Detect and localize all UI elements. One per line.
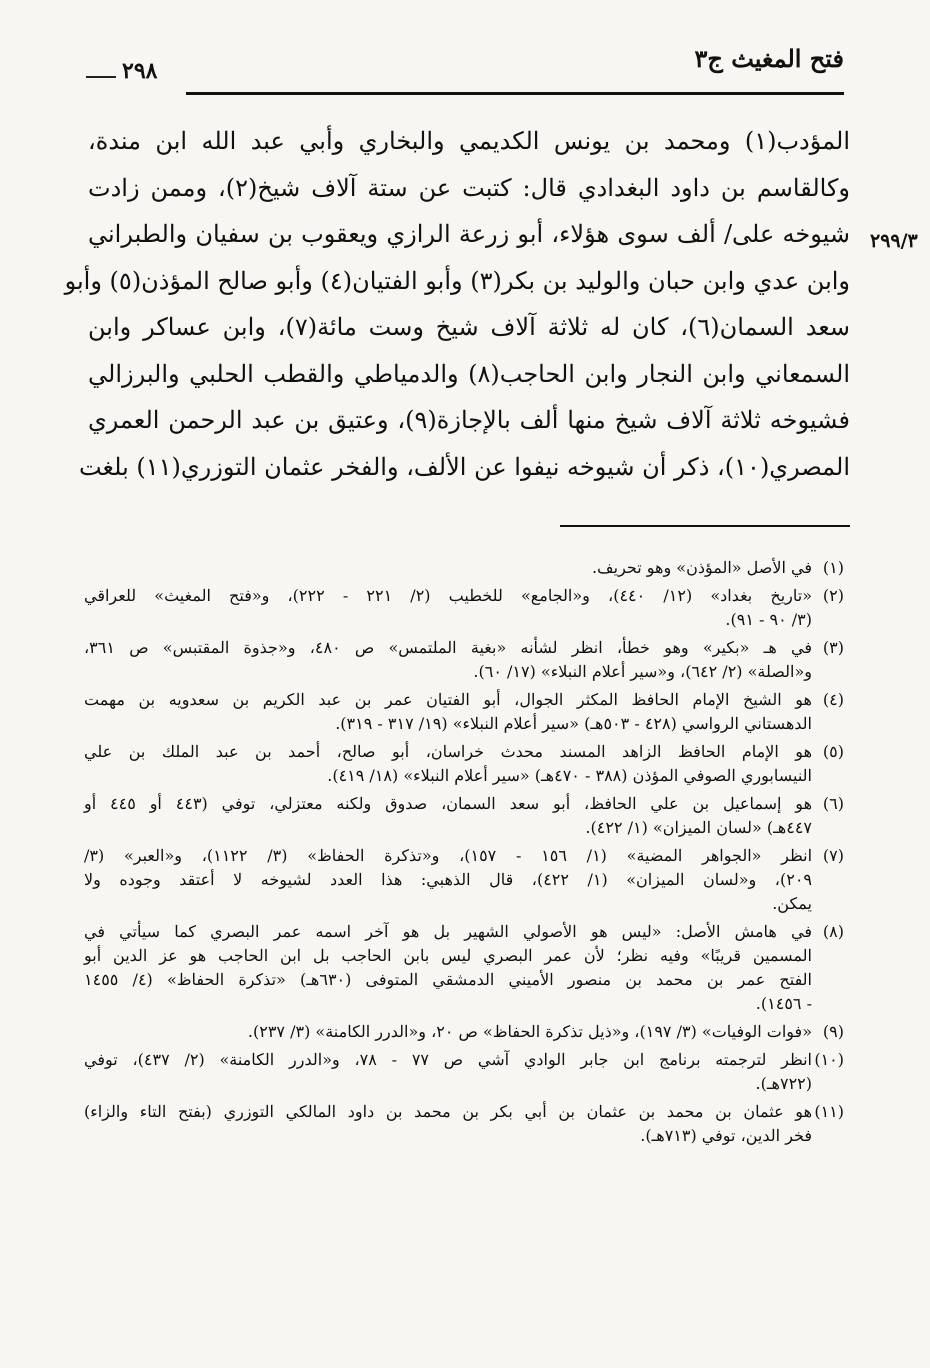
footnote-line: «تاريخ بغداد» (١٢/ ٤٤٠)، و«الجامع» للخطيب (٢/ ٢٢١ - ٢٢٢)، و«فتح المغيث» للعراقي xyxy=(84,586,813,605)
footnote-line: المسمين قريبًا» وفيه نظر؛ لأن عمر البصري ليس بابن الحاجب بل ابن الحاجب هو عز الدين أبو xyxy=(84,946,812,965)
margin-reference: ٢٩٩/٣ xyxy=(870,230,918,252)
footnote-line: و«الصلة» (٢/ ٦٤٢)، و«سير أعلام النبلاء» (١٧/ ٦٠). xyxy=(473,662,812,681)
footnote-line: انظر لترجمته برنامج ابن جابر الوادي آشي ص ٧٧ - ٧٨، و«الدرر الكامنة» (٢/ ٤٣٧)، توفي xyxy=(84,1050,813,1069)
main-text-line: وابن عدي وابن حبان والوليد بن بكر(٣) وأبو الفتيان(٤) وأبو صالح المؤذن(٥) وأبو xyxy=(64,266,850,295)
footnote-line: - ١٤٥٦). xyxy=(755,994,812,1013)
page-number: ٢٩٨ xyxy=(122,58,158,84)
footnote-number: (١٠) xyxy=(814,1050,844,1069)
footnote xyxy=(84,688,844,736)
footnote-number: (٥) xyxy=(822,742,844,761)
footnote-line: في الأصل «المؤذن» وهو تحريف. xyxy=(591,558,812,577)
footnote-number: (٩) xyxy=(822,1022,844,1041)
main-text-line: وكالقاسم بن داود البغدادي قال: كتبت عن ستة آلاف شيخ(٢)، وممن زادت xyxy=(88,173,850,202)
footnote-line: «فوات الوفيات» (٣/ ١٩٧)، و«ذيل تذكرة الحفاظ» ص ٢٠، و«الدرر الكامنة» (٣/ ٢٣٧). xyxy=(247,1022,812,1041)
footnote-line: النيسابوري الصوفي المؤذن (٣٨٨ - ٤٧٠هـ) «سير أعلام النبلاء» (١٨/ ٤١٩). xyxy=(327,766,812,785)
footnote-line: يمكن. xyxy=(772,894,812,913)
footnote xyxy=(84,792,844,840)
footnote xyxy=(84,556,844,580)
main-text-line: المؤدب(١) ومحمد بن يونس الكديمي والبخاري وأبي عبد الله ابن مندة، xyxy=(88,127,850,155)
footnote-line: في هامش الأصل: «ليس هو الأصولي الشهير بل هو آخر اسمه عمر البصري كما سيأتي في xyxy=(84,922,812,941)
footnote-line: انظر «الجواهر المضية» (١/ ١٥٦ - ١٥٧)، و«تذكرة الحفاظ» (٣/ ١١٢٢)، و«العبر» (٣/ xyxy=(84,846,813,865)
footnote-line: هو عثمان بن محمد بن عثمان بن أبي بكر بن محمد بن داود المالكي التوزري (بفتح التاء والزاء) xyxy=(84,1102,812,1121)
main-text-line: السمعاني وابن النجار وابن الحاجب(٨) والدمياطي والقطب الحلبي والبرزالي xyxy=(88,359,850,388)
footnote-line: في هـ «بكير» وهو خطأ، انظر لشأنه «بغية الملتمس» ص ٤٨٠، و«جذوة المقتبس» ص ٣٦١، xyxy=(84,638,812,657)
main-text-line: شيوخه على/ ألف سوى هؤلاء، أبو زرعة الرازي ويعقوب بن سفيان والطبراني xyxy=(88,220,850,248)
footnote-number: (٤) xyxy=(822,690,844,709)
footnote-number: (٣) xyxy=(822,638,844,657)
main-text-line: سعد السمان(٦)، كان له ثلاثة آلاف شيخ وست مائة(٧)، وابن عساكر وابن xyxy=(88,313,850,341)
main-text-line: المصري(١٠)، ذكر أن شيوخه نيفوا عن الألف، والفخر عثمان التوزري(١١) بلغت xyxy=(78,452,850,481)
footnote-line: فخر الدين، توفي (٧١٣هـ). xyxy=(640,1126,812,1145)
footnote-line: هو الإمام الحافظ الزاهد المسند محدث خراسان، أبو صالح، أحمد بن عبد الملك بن علي xyxy=(84,742,812,761)
footnote-number: (١) xyxy=(822,558,844,577)
footnote xyxy=(84,1020,844,1044)
footnote-line: (٣/ ٩٠ - ٩١). xyxy=(725,610,812,629)
footnote-separator xyxy=(560,525,850,527)
footnote-number: (٢) xyxy=(822,586,844,605)
footnotes xyxy=(84,556,844,1152)
footnote xyxy=(84,920,844,1016)
footnote-number: (٨) xyxy=(822,922,844,941)
footnote-line: الدهستاني الرواسي (٤٢٨ - ٥٠٣هـ) «سير أعلام النبلاء» (١٩/ ٣١٧ - ٣١٩). xyxy=(335,714,812,733)
main-text xyxy=(64,118,851,490)
footnote xyxy=(84,584,844,632)
footnote-line: (٧٢٢هـ). xyxy=(755,1074,812,1093)
footnote xyxy=(84,1100,844,1148)
footnote xyxy=(84,636,844,684)
footnote-number: (١١) xyxy=(814,1102,844,1121)
footnote-line: هو إسماعيل بن علي الحافظ، أبو سعد السمان، صدوق ولكنه معتزلي، توفي (٤٤٣ أو ٤٤٥ أو xyxy=(84,794,813,813)
header-rule xyxy=(186,92,844,95)
footnote-line: ٤٤٧هـ) «لسان الميزان» (١/ ٤٢٢). xyxy=(585,818,812,837)
footnote-line: الفتح عمر بن محمد بن منصور الأميني الدمشقي المتوفى (٦٣٠هـ) «تذكرة الحفاظ» (٤/ ١٤٥٥ xyxy=(84,970,813,989)
footnote-line: هو الشيخ الإمام الحافظ المكثر الجوال، أبو الفتيان عمر بن عبد الكريم بن سعدويه بن مهمت xyxy=(84,690,812,709)
page-header xyxy=(86,40,844,94)
footnote xyxy=(84,740,844,788)
page-number-dash xyxy=(86,76,116,78)
main-text-line: فشيوخه ثلاثة آلاف شيخ منها ألف بالإجازة(٩)، وعتيق بن عبد الرحمن العمري xyxy=(88,406,851,434)
footnote xyxy=(84,1048,844,1096)
footnote-number: (٦) xyxy=(822,794,844,813)
footnote xyxy=(84,844,844,916)
footnote-number: (٧) xyxy=(822,846,844,865)
running-title: فتح المغيث ج٣ xyxy=(694,44,844,73)
footnote-line: ٢٠٩)، و«لسان الميزان» (١/ ٤٢٢)، قال الذهبي: هذا العدد لشيوخه لا أعتقد وجوده ولا xyxy=(84,870,812,889)
